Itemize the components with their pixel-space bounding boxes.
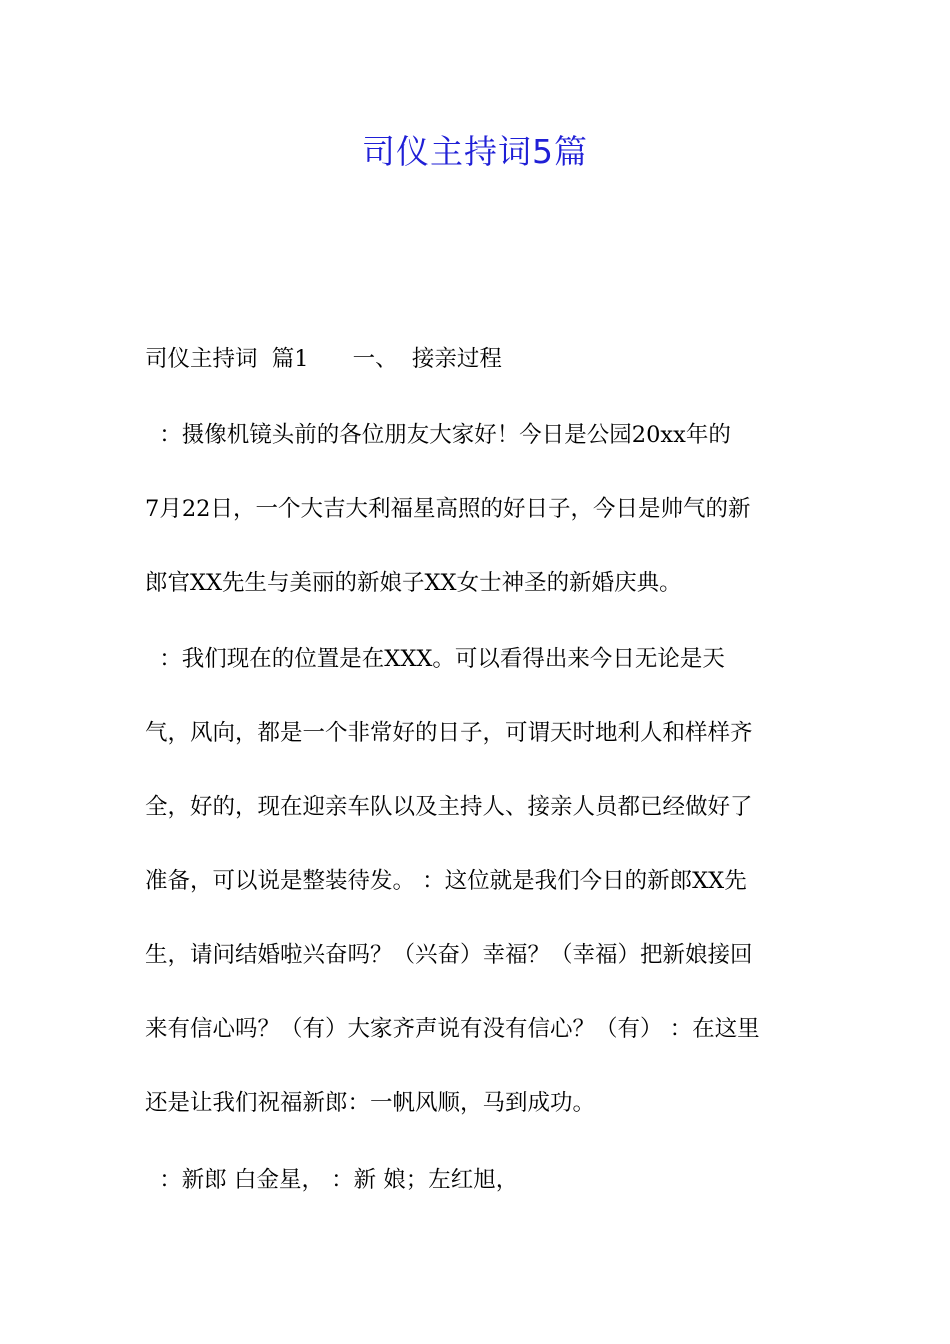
paragraph-line: 气，风向，都是一个非常好的日子，可谓天时地利人和样样齐 (145, 720, 753, 746)
document-title: 司仪主持词5篇 (362, 132, 588, 171)
paragraph-line: ：新郎 白金星， ：新 娘；左红旭， (145, 1167, 519, 1193)
paragraph-line: ：摄像机镜头前的各位朋友大家好！今日是公园20xx年的 (145, 422, 731, 448)
paragraph-line: ：我们现在的位置是在XXX。可以看得出来今日无论是天 (145, 646, 725, 672)
paragraph-line: 准备，可以说是整装待发。 ：这位就是我们今日的新郎XX先 (145, 868, 747, 894)
section-subheading: 一、 接亲过程 (352, 346, 502, 372)
paragraph-line: 郎官XX先生与美丽的新娘子XX女士神圣的新婚庆典。 (145, 570, 682, 596)
paragraph-3 (145, 1143, 808, 1217)
paragraph-line: 来有信心吗？（有）大家齐声说有没有信心？（有） ：在这里 (145, 1016, 760, 1042)
paragraph-1 (145, 398, 808, 620)
section-heading-line (145, 322, 808, 396)
paragraph-line: 还是让我们祝福新郎：一帆风顺，马到成功。 (145, 1090, 596, 1116)
paragraph-line: 全，好的，现在迎亲车队以及主持人、接亲人员都已经做好了 (145, 794, 753, 820)
paragraph-line: 7月22日，一个大吉大利福星高照的好日子，今日是帅气的新 (145, 496, 751, 522)
paragraph-line: 生，请问结婚啦兴奋吗？（兴奋）幸福？（幸福）把新娘接回 (145, 942, 753, 968)
section-heading (145, 322, 808, 396)
paragraph-2 (145, 622, 808, 1140)
section-heading-label: 司仪主持词 篇1 (145, 346, 309, 372)
